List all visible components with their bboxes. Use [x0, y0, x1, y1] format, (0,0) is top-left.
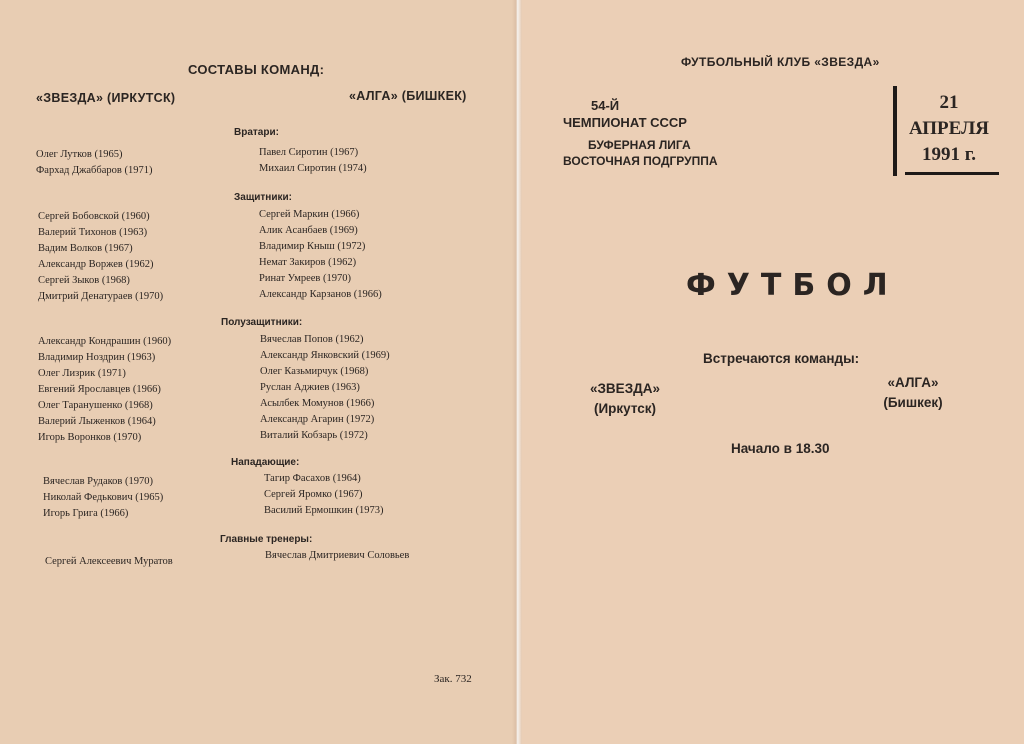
league-name: БУФЕРНАЯ ЛИГА [588, 138, 691, 152]
away-goalkeepers [259, 145, 367, 177]
player-name: Михаил Сиротин (1974) [259, 163, 367, 174]
kickoff-time: Начало в 18.30 [731, 441, 830, 456]
player-name: Вадим Волков (1967) [38, 243, 133, 254]
home-coach: Сергей Алексеевич Муратов [45, 556, 173, 567]
player-name: Олег Таранушенко (1968) [38, 400, 153, 411]
player-name: Александр Воржев (1962) [38, 259, 154, 270]
away-defenders [259, 207, 382, 303]
player-name: Владимир Ноздрин (1963) [38, 352, 156, 363]
player-name: Сергей Яромко (1967) [264, 489, 363, 500]
player-name: Александр Кондрашин (1960) [38, 336, 172, 347]
team-zvezda [580, 379, 670, 419]
player-name: Игорь Воронков (1970) [38, 432, 142, 443]
player-name: Вячеслав Попов (1962) [260, 334, 364, 345]
player-name: Руслан Аджиев (1963) [260, 382, 360, 393]
team-zvezda-name: «ЗВЕЗДА» [589, 381, 661, 396]
player-name: Олег Казьмирчук (1968) [260, 366, 369, 377]
player-name: Вячеслав Рудаков (1970) [43, 476, 154, 487]
player-name: Павел Сиротин (1967) [259, 147, 359, 158]
player-name: Александр Агарин (1972) [260, 414, 375, 425]
sport-title: ФУТБОЛ [686, 268, 899, 303]
player-name: Олег Лизрик (1971) [38, 368, 126, 379]
lineups-title: СОСТАВЫ КОМАНД: [188, 62, 325, 77]
player-name: Виталий Кобзарь (1972) [260, 430, 368, 441]
match-date-box [893, 86, 997, 176]
page-fold [512, 0, 522, 744]
player-name: Дмитрий Денатураев (1970) [38, 291, 164, 302]
player-name: Алик Асанбаев (1969) [259, 225, 358, 236]
goalkeepers-heading: Вратари: [234, 127, 279, 138]
forwards-heading: Нападающие: [231, 457, 300, 468]
club-name: ФУТБОЛЬНЫЙ КЛУБ «ЗВЕЗДА» [681, 55, 880, 69]
player-name: Олег Лутков (1965) [36, 149, 123, 160]
player-name: Сергей Маркин (1966) [259, 209, 360, 220]
player-name: Асылбек Момунов (1966) [260, 398, 375, 409]
home-forwards [43, 474, 163, 522]
midfielders-heading: Полузащитники: [221, 317, 303, 328]
player-name: Александр Янковский (1969) [260, 350, 390, 361]
team-zvezda-city: (Иркутск) [593, 401, 657, 416]
championship-name: ЧЕМПИОНАТ СССР [563, 115, 687, 130]
player-name: Ринат Умреев (1970) [259, 273, 351, 284]
player-name: Тагир Фасахов (1964) [264, 473, 361, 484]
away-coach: Вячеслав Дмитриевич Соловьев [265, 550, 410, 561]
date-year: 1991 г. [922, 144, 976, 165]
player-name: Валерий Лыженков (1964) [38, 416, 156, 427]
player-name: Немат Закиров (1962) [259, 257, 357, 268]
player-name: Евгений Ярославцев (1966) [38, 384, 161, 395]
player-name: Фархад Джаббаров (1971) [36, 165, 153, 176]
player-name: Валерий Тихонов (1963) [38, 227, 148, 238]
home-midfielders [38, 334, 171, 446]
player-name: Александр Карзанов (1966) [259, 289, 382, 300]
player-name: Владимир Кныш (1972) [259, 241, 366, 252]
date-underline [905, 172, 999, 175]
print-order-number: Зак. 732 [434, 673, 472, 685]
team-alga-city: (Бишкек) [883, 395, 943, 410]
player-name: Василий Ермошкин (1973) [264, 505, 384, 516]
home-defenders [38, 209, 163, 305]
meet-caption: Встречаются команды: [703, 351, 860, 366]
team-alga [868, 373, 958, 413]
date-day: 21 [939, 92, 959, 113]
championship-number: 54-Й [591, 98, 620, 113]
player-name: Сергей Зыков (1968) [38, 275, 130, 286]
player-name: Сергей Бобовской (1960) [38, 211, 150, 222]
home-goalkeepers [36, 147, 152, 179]
player-name: Николай Федькович (1965) [43, 492, 164, 503]
coaches-heading: Главные тренеры: [220, 534, 313, 545]
team-alga-name: «АЛГА» [887, 375, 939, 390]
league-group: ВОСТОЧНАЯ ПОДГРУППА [563, 154, 718, 168]
away-forwards [264, 471, 384, 519]
away-midfielders [260, 332, 390, 444]
away-team-heading: «АЛГА» (БИШКЕК) [349, 89, 467, 103]
defenders-heading: Защитники: [234, 192, 292, 203]
home-team-heading: «ЗВЕЗДА» (ИРКУТСК) [36, 91, 176, 105]
player-name: Игорь Грига (1966) [43, 508, 129, 519]
date-month: АПРЕЛЯ [909, 118, 989, 139]
